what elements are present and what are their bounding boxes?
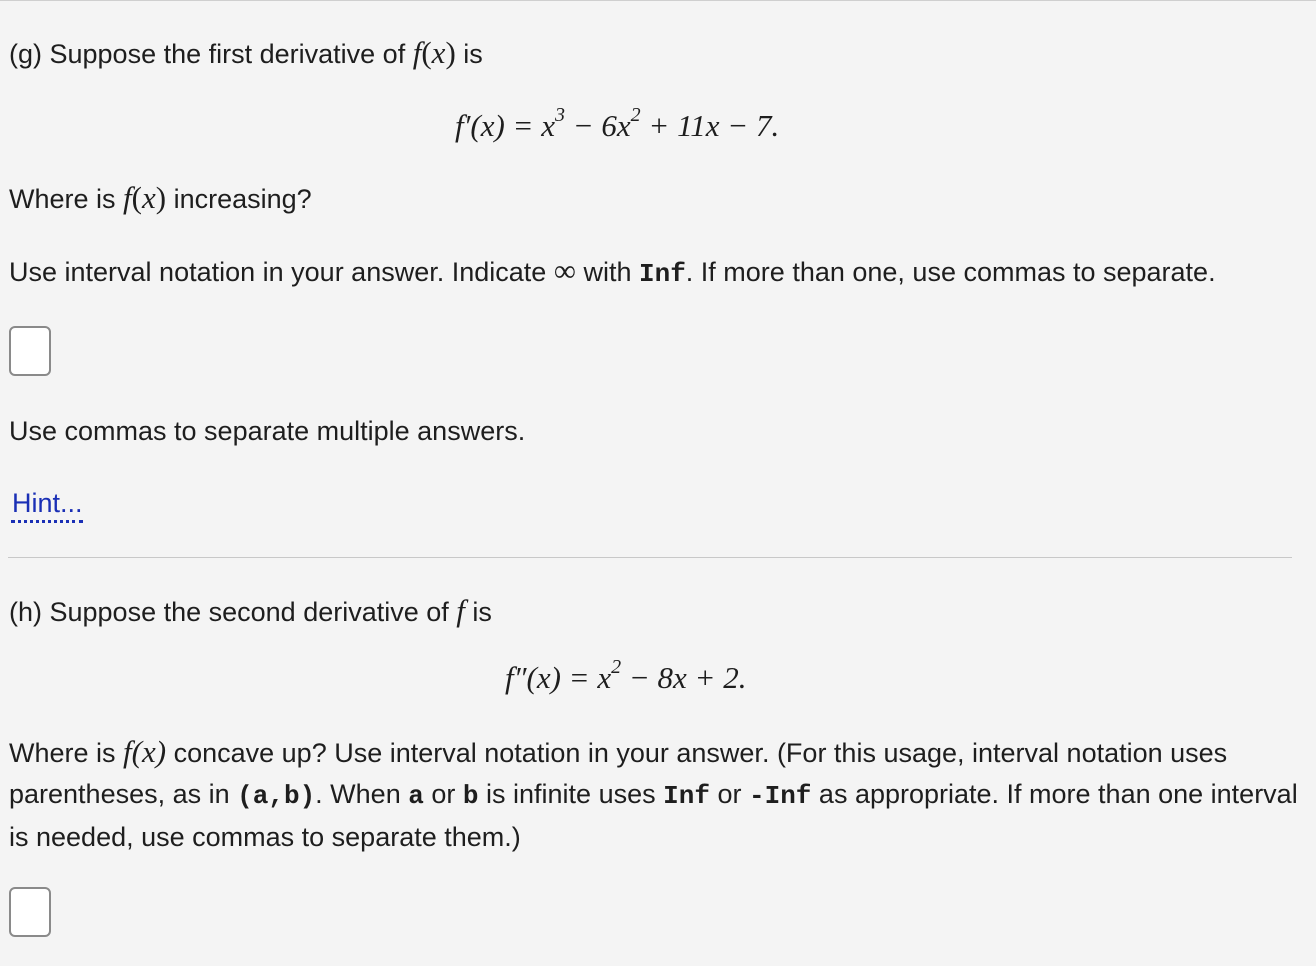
answer-input-concave-up[interactable] [9,887,51,937]
part-h-intro: (h) Suppose the second derivative of f is [9,593,492,628]
section-divider [8,557,1292,558]
part-h-question: Where is f(x) concave up? Use interval notation in your answer. (For this usage, interval notation uses parentheses, as in (a,b). When a or b is infinite uses Inf or -Inf as appropriate. If more than one interval is needed, use commas to separate them.) [9,734,1298,852]
func-fx: f(x) [123,734,167,769]
inf-code: Inf [638,259,686,289]
func-f: f [456,593,465,628]
top-divider [0,0,1316,1]
code-b: b [462,781,479,811]
part-g-instruction: Use interval notation in your answer. Indicate ∞ with Inf. If more than one, use commas to separate. [9,253,1216,289]
neg-inf-code: -Inf [748,781,812,811]
inf-code: Inf [663,781,710,811]
answer-input-increasing[interactable] [9,326,51,376]
func-fx: f(x) [412,35,456,70]
part-g-question: Where is f(x) increasing? [9,180,312,215]
commas-note: Use commas to separate multiple answers. [9,416,526,446]
code-a: a [408,781,424,811]
first-derivative-equation: $f'(x) = x^3 - 6x^2 + 11x - 7$. [455,103,780,143]
code-ab: (a,b) [237,781,316,811]
second-derivative-equation: $f''(x) = x^2 - 8x + 2$. [505,655,747,695]
hint-link[interactable]: Hint... [11,488,83,523]
part-g-intro: (g) Suppose the first derivative of f(x) is [9,35,483,70]
infinity-symbol: ∞ [553,253,576,288]
func-fx: f(x) [123,180,167,215]
